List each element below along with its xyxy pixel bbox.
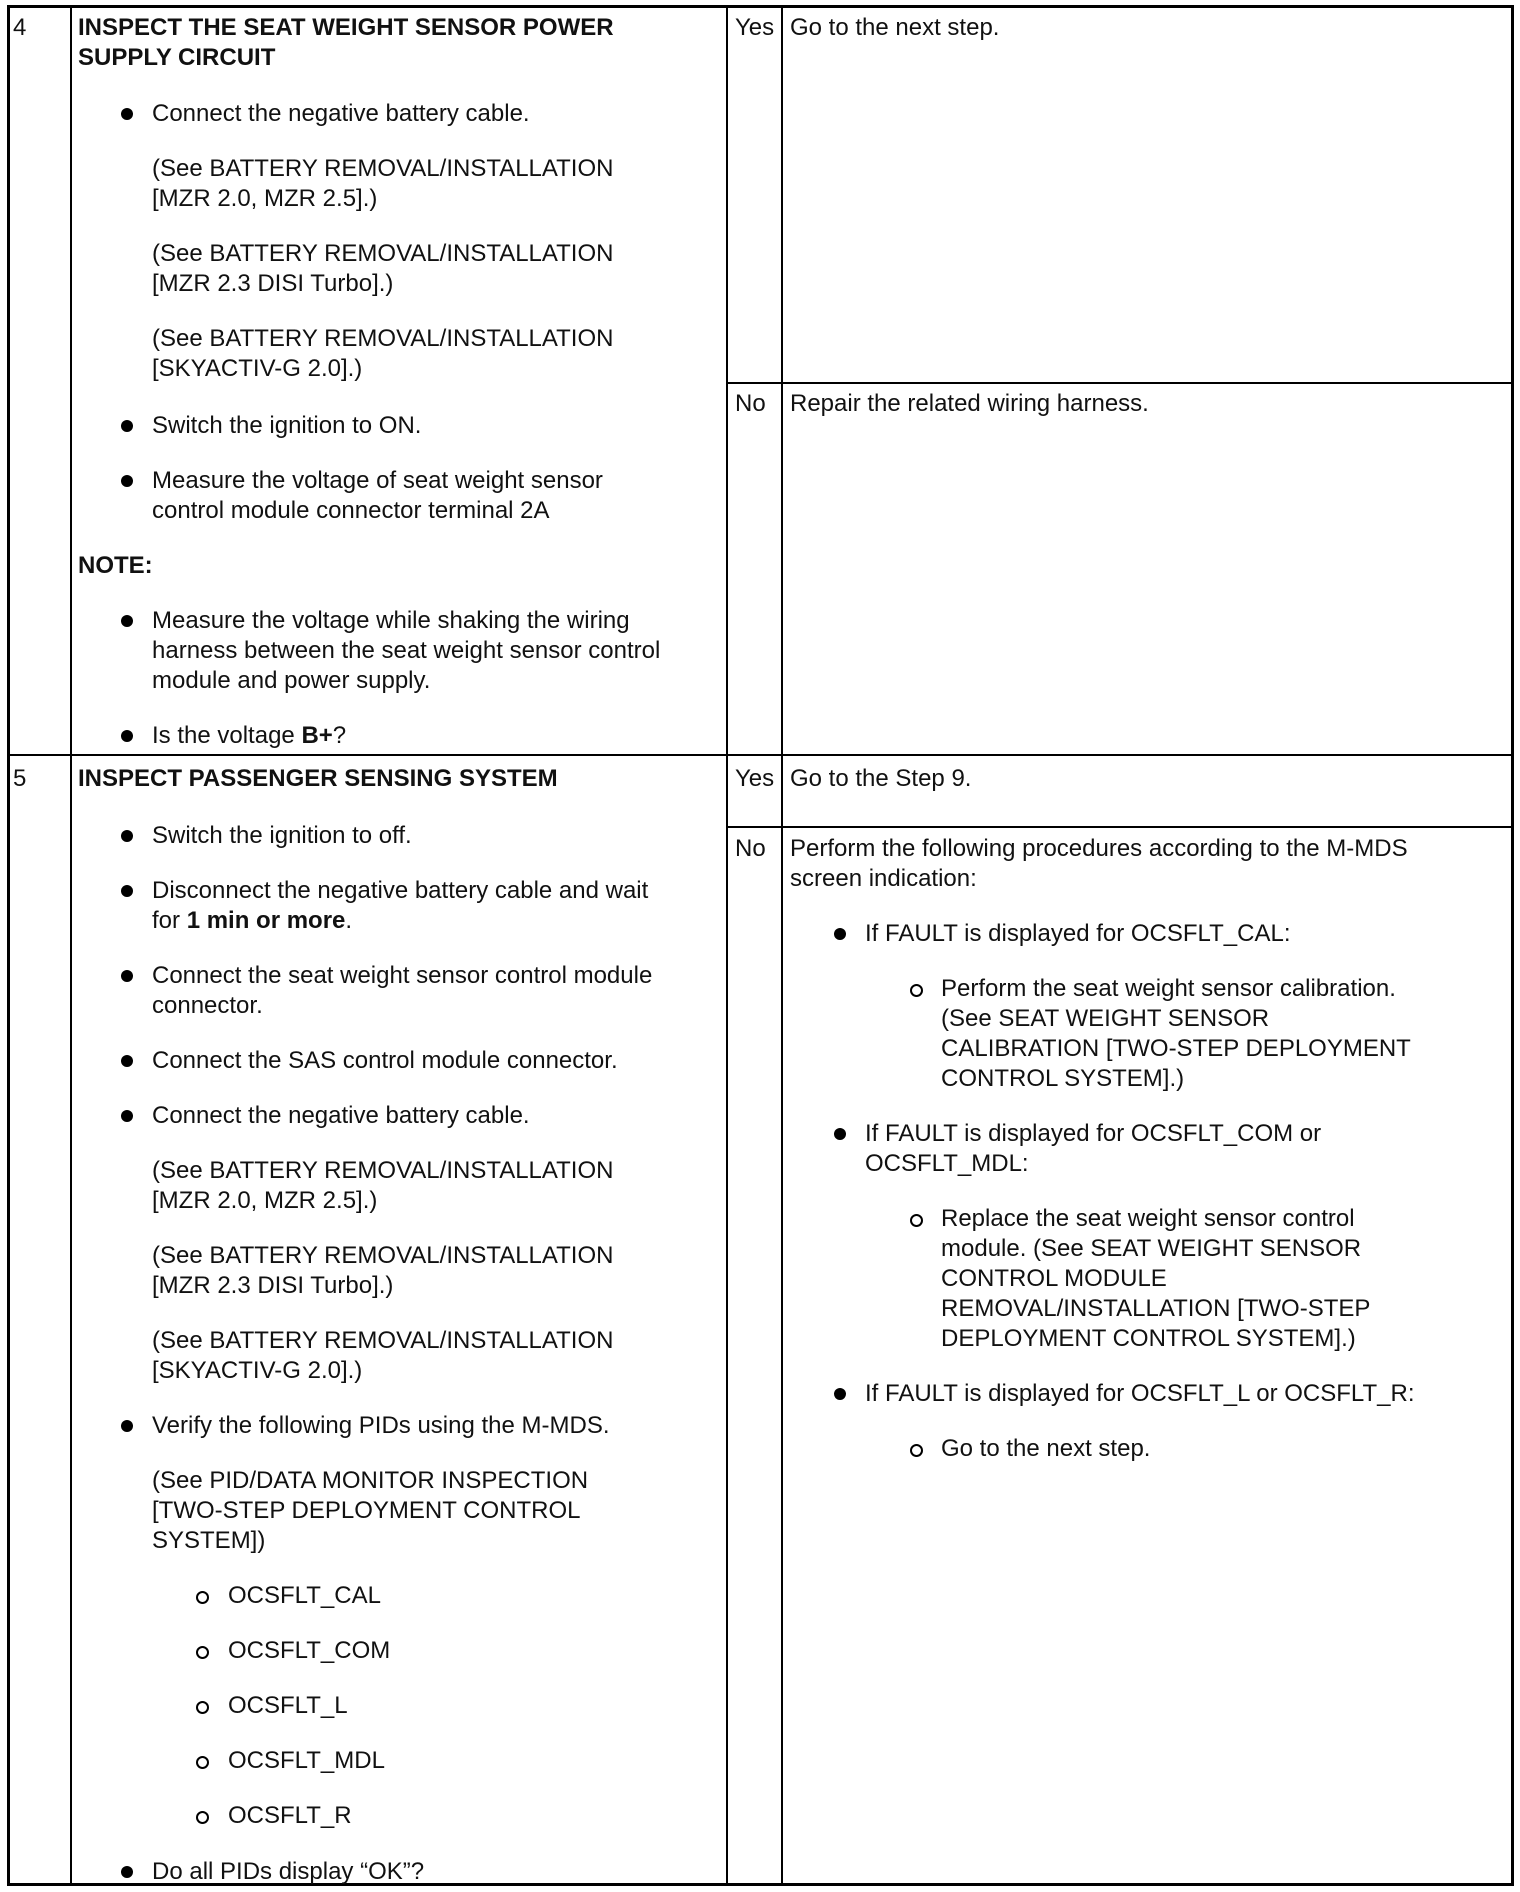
yes-action: Go to the Step 9. — [790, 765, 972, 792]
yes-label: Yes — [735, 14, 775, 41]
sub-bullet-icon — [910, 984, 923, 997]
reference: SYSTEM]) — [152, 1527, 266, 1554]
instruction: Verify the following PIDs using the M-MDS. — [152, 1412, 610, 1439]
no-label: No — [735, 390, 766, 417]
yes-label: Yes — [735, 765, 775, 792]
instruction: Switch the ignition to off. — [152, 822, 412, 849]
row-divider-step5-yes-no — [726, 826, 1514, 828]
fault-condition: If FAULT is displayed for OCSFLT_L or OCSFLT_R: — [865, 1380, 1415, 1407]
bullet-icon — [834, 1128, 846, 1140]
instruction: Measure the voltage of seat weight sensor — [152, 467, 603, 494]
instruction: Disconnect the negative battery cable and wait — [152, 877, 649, 904]
fault-action: module. (See SEAT WEIGHT SENSOR — [941, 1235, 1362, 1262]
bullet-icon — [121, 1055, 133, 1067]
bullet-icon — [121, 970, 133, 982]
fault-condition: If FAULT is displayed for OCSFLT_CAL: — [865, 920, 1291, 947]
step-number: 5 — [13, 765, 27, 792]
bullet-icon — [121, 615, 133, 627]
fault-action: CALIBRATION [TWO-STEP DEPLOYMENT — [941, 1035, 1411, 1062]
row-divider-step4-step5 — [7, 754, 1514, 756]
instruction-cont: connector. — [152, 992, 263, 1019]
inspection-question: Do all PIDs display “OK”? — [152, 1858, 425, 1885]
reference: [MZR 2.3 DISI Turbo].) — [152, 1272, 394, 1299]
pid-item: OCSFLT_COM — [228, 1637, 391, 1664]
reference: [MZR 2.0, MZR 2.5].) — [152, 1187, 378, 1214]
bullet-icon — [121, 885, 133, 897]
instruction-text: for — [152, 907, 187, 934]
pid-item: OCSFLT_R — [228, 1802, 352, 1829]
sub-bullet-icon — [196, 1701, 209, 1714]
bullet-icon — [121, 1866, 133, 1878]
note-text: module and power supply. — [152, 667, 431, 694]
inspection-question — [152, 721, 346, 751]
reference: [SKYACTIV-G 2.0].) — [152, 355, 363, 382]
reference: (See BATTERY REMOVAL/INSTALLATION — [152, 1157, 614, 1184]
note-text: Measure the voltage while shaking the wiring — [152, 607, 630, 634]
bullet-icon — [121, 1420, 133, 1432]
fault-action: Replace the seat weight sensor control — [941, 1205, 1355, 1232]
table-border-left — [7, 5, 10, 1886]
question-value: B+ — [301, 722, 333, 749]
fault-action: Perform the seat weight sensor calibration. — [941, 975, 1396, 1002]
reference: (See BATTERY REMOVAL/INSTALLATION — [152, 240, 614, 267]
pid-item: OCSFLT_CAL — [228, 1582, 381, 1609]
reference: (See BATTERY REMOVAL/INSTALLATION — [152, 155, 614, 182]
reference: (See BATTERY REMOVAL/INSTALLATION — [152, 1327, 614, 1354]
instruction: Connect the SAS control module connector. — [152, 1047, 618, 1074]
bullet-icon — [834, 1388, 846, 1400]
table-border-right — [1511, 5, 1514, 1886]
pid-item: OCSFLT_MDL — [228, 1747, 385, 1774]
fault-action: DEPLOYMENT CONTROL SYSTEM].) — [941, 1325, 1356, 1352]
pid-item: OCSFLT_L — [228, 1692, 348, 1719]
no-action-cont: screen indication: — [790, 865, 977, 892]
fault-action: CONTROL SYSTEM].) — [941, 1065, 1185, 1092]
bullet-icon — [834, 928, 846, 940]
reference: (See PID/DATA MONITOR INSPECTION — [152, 1467, 589, 1494]
bullet-icon — [121, 1110, 133, 1122]
step-title: INSPECT THE SEAT WEIGHT SENSOR POWER — [78, 14, 614, 41]
reference: [MZR 2.3 DISI Turbo].) — [152, 270, 394, 297]
sub-bullet-icon — [196, 1756, 209, 1769]
note-label: NOTE: — [78, 552, 153, 579]
fault-action: Go to the next step. — [941, 1435, 1151, 1462]
fault-action: (See SEAT WEIGHT SENSOR — [941, 1005, 1270, 1032]
instruction-cont: control module connector terminal 2A — [152, 497, 550, 524]
column-divider-procedure — [726, 5, 728, 1886]
instruction-text: . — [345, 907, 353, 934]
sub-bullet-icon — [196, 1646, 209, 1659]
bullet-icon — [121, 475, 133, 487]
instruction: Connect the seat weight sensor control module — [152, 962, 653, 989]
sub-bullet-icon — [196, 1811, 209, 1824]
question-mark: ? — [332, 722, 347, 749]
bullet-icon — [121, 420, 133, 432]
row-divider-step4-yes-no — [726, 382, 1514, 384]
sub-bullet-icon — [910, 1214, 923, 1227]
no-label: No — [735, 835, 766, 862]
instruction: Connect the negative battery cable. — [152, 1102, 530, 1129]
bullet-icon — [121, 108, 133, 120]
yes-action: Go to the next step. — [790, 14, 1000, 41]
step-title-cont: SUPPLY CIRCUIT — [78, 44, 276, 71]
no-action: Perform the following procedures according to the M-MDS — [790, 835, 1408, 862]
question-text: Is the voltage — [152, 722, 302, 749]
sub-bullet-icon — [910, 1444, 923, 1457]
note-text: harness between the seat weight sensor control — [152, 637, 661, 664]
fault-action: REMOVAL/INSTALLATION [TWO-STEP — [941, 1295, 1371, 1322]
bullet-icon — [121, 730, 133, 742]
table-border-top — [7, 5, 1514, 8]
reference: [SKYACTIV-G 2.0].) — [152, 1357, 363, 1384]
step-title: INSPECT PASSENGER SENSING SYSTEM — [78, 765, 558, 792]
wait-duration: 1 min or more — [186, 907, 346, 934]
column-divider-result — [781, 5, 783, 1886]
reference: (See BATTERY REMOVAL/INSTALLATION — [152, 1242, 614, 1269]
no-action: Repair the related wiring harness. — [790, 390, 1149, 417]
bullet-icon — [121, 830, 133, 842]
step-number: 4 — [13, 14, 27, 41]
reference: [MZR 2.0, MZR 2.5].) — [152, 185, 378, 212]
fault-action: CONTROL MODULE — [941, 1265, 1167, 1292]
fault-condition-cont: OCSFLT_MDL: — [865, 1150, 1029, 1177]
instruction-cont — [152, 906, 352, 936]
fault-condition: If FAULT is displayed for OCSFLT_COM or — [865, 1120, 1322, 1147]
reference: [TWO-STEP DEPLOYMENT CONTROL — [152, 1497, 581, 1524]
instruction: Connect the negative battery cable. — [152, 100, 530, 127]
sub-bullet-icon — [196, 1591, 209, 1604]
instruction: Switch the ignition to ON. — [152, 412, 422, 439]
column-divider-number — [70, 5, 72, 1886]
reference: (See BATTERY REMOVAL/INSTALLATION — [152, 325, 614, 352]
